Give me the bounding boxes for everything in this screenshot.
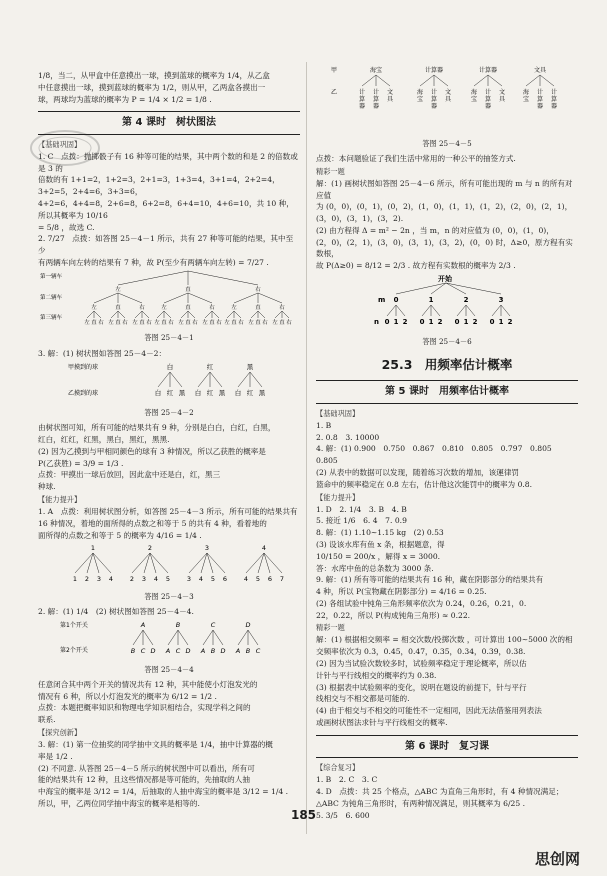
tree-branch [205,311,212,318]
column-divider [306,62,307,834]
tree2-row-label: 甲摸到的球 [68,364,99,372]
tree4-row-label: 第1个开关 [60,621,88,629]
tree-node-label: 器 [358,103,366,110]
tree-node-label: 计 [430,89,438,96]
tree-node-label: 1 [428,317,434,326]
tree-node-label: 2 [472,317,478,326]
tree-branch [446,283,466,294]
tree-node-label: 文 [444,89,452,96]
tree-node-label: C [140,646,146,655]
tree-node-label: 右 [209,304,215,311]
tree-node-label: 宝 [522,96,530,103]
tree-branch [457,305,466,316]
tree-diagram-4 [38,618,300,658]
tree-branch [248,630,258,645]
wonder-answer-2: 解：(1) 根据相交频率 = 相交次数/投掷次数 ，可计算出 100∼5000 次的相 交频率依次为 0.3，0.45，0.47，0.35，0.34，0.39，0.38. (2) 因为当试验次数较多时，试验频率稳定于理论概率，所以估 计针与平行线相交的概率约为 0.38. (3) 根据表中试验频率的变化，说明在题设的前提下，针与平行 线相交与不相交都是可能的. (4) 由于相交与不相交的可能性不一定相同，因此无法借鉴用列表法 或画树状图法求针与平行线相交的概率. [316,635,573,727]
tree-node-label: 器 [550,103,558,110]
tree-node-label: 文 [498,89,506,96]
section-title: 25.3 用频率估计概率 [381,356,513,372]
tree-node-label: 0 [489,317,495,326]
tree-diagram-6 [316,272,578,330]
tree-diagram-2 [38,359,300,401]
tree-node-label: 右 [255,286,261,293]
tree6-root: 开始 [438,274,452,283]
tree-node-label: 器 [430,103,438,110]
tree-node-label: 直 [255,304,261,311]
tree-branch [132,553,150,573]
tree-node-label: 1 [90,544,96,553]
tree-branch [376,75,390,86]
tree-node-label: 0 [384,317,390,326]
tree-node-label: 具 [444,96,452,103]
tree-branch [234,293,258,303]
tree-node-label: 1 [498,317,504,326]
tree-node-label: 计 [358,89,366,96]
tree-node-label: 算 [372,96,380,103]
tree-node-label: 1 [72,575,78,584]
tag-review: 【综合复习】 [316,763,360,773]
tree-node-label: 算 [358,96,366,103]
answer-ability-1: 1. A 点拨：利用树状图分析，如答图 25－4－3 所示，所有可能的结果共有 16 种情况，着地的面所得的点数之和等于 5 的共有 4 种，看着地的 面所得的点数之和等于 5 的概率为 4/16 = 1/4 . [38,506,298,540]
tree-branch [492,305,501,316]
tree-node-label: 左 [224,319,230,326]
tree-node-label: 甲 [330,67,338,74]
r-answer: 2. 0.8 3. 10000 [316,432,380,442]
tree-node-label: 左 [132,319,138,326]
tree-node-label: 5 [255,575,261,584]
tree-node-label: 右 [139,304,145,311]
tag-wonder-r: 精彩一题 [316,623,345,633]
tree-node-label: 4 [153,575,159,584]
tree-node-label: D [245,620,251,629]
tree-node-label: 红 [246,389,254,398]
tree-branch [188,293,212,303]
tree-node-label: 计 [550,89,558,96]
tree-node-label: 4 [108,575,114,584]
tree-branch [87,311,94,318]
tree-branch [213,630,223,645]
tree-node-label: 左 [91,304,97,311]
tree-node-label: 右 [98,319,104,326]
tree-branch [142,311,149,318]
tree-branch [198,372,210,387]
hint-5: 点拨：本问题验证了我们生活中常用的一种公平的抽签方式. [316,153,516,163]
tree-node-label: 4 [243,575,249,584]
tree-branch [488,75,502,86]
tree-node-label: 直 [139,319,145,326]
tree-branch [207,553,225,573]
tree6-m-label: m [378,295,386,304]
tree-node-label: C [210,620,216,629]
tree-node-label: 直 [91,319,97,326]
tree-node-label: 黑 [218,389,226,398]
tree-node-label: 器 [536,103,544,110]
tree-node-label: D [220,646,226,655]
tree-node-label: 4 [198,575,204,584]
tree-node-label: 右 [216,319,222,326]
tree-diagram-3 [38,541,300,585]
answer-1: 1. C 点拨：抛掷骰子有 16 种等可能的结果，其中两个数的和是 2 的倍数或是 3 的 倍数的有 1+1=2，1+2=3，2+1=3，1+3=4，3+1=4，2+2=4，3+2=5，2+4=6，3+3=6， 4+2=6，4+4=8，2+6=8，6+2=8，6+4=10，4+6=10，共 10 种，所以其概率为 10/16 = 5/8 ，故选 C. [38,151,298,232]
tag-basic: 【基础巩固】 [38,139,82,149]
tree-node-label: 右 [168,319,174,326]
tree-node-label: 计算器 [478,67,498,74]
tree-node-label: 1 [428,295,434,304]
tree-branch [133,630,143,645]
tree-node-label: 右 [238,319,244,326]
lesson-5-title: 第 5 课时 用频率估计概率 [316,380,578,404]
caption-4: 答图 25－4－4 [144,664,194,674]
tree-node-label: 直 [115,304,121,311]
tree1-row-label: 第一辆车 [40,273,63,280]
caption-5: 答图 25－4－5 [422,138,472,148]
lesson-6-title: 第 6 课时 复习课 [316,735,578,759]
answer-ability-2-explanation: 任意闭合其中两个开关的情况共有 12 种，其中能使小灯泡发光的 情况有 6 种，所以小灯泡发光的概率为 6/12 = 1/2 . 点拨：本题把概率知识和物理电学知识相结合，实现学科之间的 联系. [38,679,258,725]
tree-node-label: A [200,646,206,655]
tree-node-label: 2 [147,544,153,553]
tree-branch [250,372,262,387]
tag-wonder: 精彩一题 [316,166,345,176]
tree-branch [258,293,282,303]
tree1-row-label: 第二辆车 [40,294,63,301]
tree-node-label: 直 [231,319,237,326]
tree-branch [258,311,265,318]
tree-node-label: 左 [248,319,254,326]
tree-branch [282,311,289,318]
tag-expand: 【探究创新】 [38,727,82,737]
tree-node-label: 黑 [258,389,266,398]
tree-node-label: C [255,646,261,655]
tree-node-label: 左 [154,319,160,326]
tree-node-label: 2 [84,575,90,584]
tree-node-label: 直 [115,319,121,326]
tree6-n-label: n [374,317,379,326]
answer-3-explanation: 由树状图可知，所有可能的结果共有 9 种，分别是白白，白红，白黑， 红白，红红，红黑，黑白，黑红，黑黑. (2) 因为乙摸到与甲相同颜色的球有 3 种情况，所以乙获胜的概率是 P(乙获胜) = 3/9 = 1/3 . 点拨：甲摸出一球后放回，因此盒中还是白，红，黑三 种球. [38,423,276,492]
site-watermark: 思创网 [535,850,581,868]
tree-node-label: 2 [437,317,443,326]
tree-node-label: 计 [372,89,380,96]
tree-branch [264,553,282,573]
tree-node-label: 黑 [178,389,186,398]
tree-node-label: B [175,620,181,629]
answer-2: 2. 7/27 点拨：如答图 25－4－1 所示，共有 27 种等可能的结果，其中至少 有两辆车向左转的结果有 7 种，故 P(至少有两辆车向左转) = 7/27 . [38,234,294,267]
r-answer: 5. 3/5 6. 600 [316,810,370,820]
tree-node-label: 1 [393,317,399,326]
tree-node-label: 右 [192,319,198,326]
tree-node-label: 计 [484,89,492,96]
r-answer-8: 8. 解：(1) 1.10∼1.15 kg (2) 0.53 (3) 设该水库有鱼 x 条，根据题意，得 10/150 = 200/x ，解得 x = 3000. 答：水库中鱼的总条数为 3000 条. [316,528,445,573]
tree-node-label: 算 [550,96,558,103]
tree-branch [188,271,258,285]
right-column [316,62,578,821]
r-answer: 1. D 2. 1/4 3. B 4. B [316,504,407,514]
answer-expand-3: 3. 解：(1) 第一位抽奖的同学抽中文具的概率是 1/4，抽中计算器的概 率是 1/2 . (2) 不同意. 从答图 25－4－5 所示的树状图中可以看出，所有可 能的结果共有 12 种，且这些情况都是等可能的，先抽取的人抽 中海宝的概率是 3/12 = 1/4，后抽取的人抽中海宝的概率是 3/12 = 1/4 . 所以，甲，乙两位同学抽中海宝的概率是相等的. [38,740,289,808]
tree-branch [150,553,168,573]
tree-node-label: 直 [185,304,191,311]
tree-branch [168,630,178,645]
caption-6: 答图 25－4－6 [422,336,472,346]
tree-node-label: 2 [129,575,135,584]
tree-node-label: D [185,646,191,655]
tree-node-label: 2 [463,295,469,304]
tree-node-label: 右 [122,319,128,326]
tree-node-label: 2 [402,317,408,326]
tree-node-label: 器 [372,103,380,110]
tree-node-label: 左 [202,319,208,326]
tree-node-label: 0 [419,317,425,326]
tree2-row-label: 乙摸到的球 [68,390,99,398]
tree-node-label: 右 [279,304,285,311]
tree-node-label: 直 [209,319,215,326]
tree-node-label: B [130,646,136,655]
tree-branch [431,305,440,316]
tree-node-label: 海 [522,89,530,96]
tree-branch [434,75,448,86]
tree-branch [189,553,207,573]
tree-node-label: D [150,646,156,655]
tree-node-label: 红 [206,389,214,398]
lesson-4-title: 第 4 课时 树状图法 [38,111,300,135]
tree-node-label: 红 [166,389,174,398]
r-answer-9: 9. 解：(1) 所有等可能的结果共有 16 种，藏在阴影部分的结果共有 4 种，所以 P(宝物藏在阴影部分) = 4/16 = 0.25. (2) 各组试验中钝角三角形频率依次为 0.24，0.26，0.21，0. 22，0.22，所以 P(构成钝角三角形) ≈ 0.22. [316,575,544,620]
tree-node-label: 1 [463,317,469,326]
tree-branch [238,630,248,645]
tree-node-label: 乙 [330,89,338,96]
tree-branch [170,372,182,387]
tree-node-label: 左 [272,319,278,326]
caption-1: 答图 25－4－1 [144,333,194,343]
tree-node-label: 0 [393,295,399,304]
tree-branch [446,283,501,294]
tree-branch [474,75,488,86]
tree-node-label: 右 [146,319,152,326]
tree-branch [75,553,93,573]
tree-node-label: 宝 [416,96,424,103]
tree-branch [158,372,170,387]
tree-node-label: 算 [430,96,438,103]
left-column [38,70,300,810]
tree-node-label: 左 [161,304,167,311]
tree-node-label: 白 [166,363,174,372]
tree-branch [422,305,431,316]
tree-branch [93,553,111,573]
r-answer: 1. B 2. C 3. C [316,775,378,785]
tree-branch [118,311,125,318]
tree-branch [251,311,258,318]
tree-node-label: 具 [498,96,506,103]
caption-2: 答图 25－4－2 [144,408,194,418]
tree-branch [143,630,153,645]
tree-branch [94,293,118,303]
tree-node-label: A [140,620,146,629]
tree-node-label: 海宝 [369,67,383,74]
tree-node-label: A [235,646,241,655]
tree-branch [420,75,434,86]
tree-branch [210,372,222,387]
tree-node-label: 3 [96,575,102,584]
tree-branch [540,75,554,86]
answer-ability-2: 2. 解：(1) 1/4 (2) 树状图如答图 25－4－4. [38,607,194,617]
tree-node-label: 算 [536,96,544,103]
tree-node-label: 直 [161,319,167,326]
tree-node-label: 白 [154,389,162,398]
tree-branch [157,311,164,318]
tree-diagram-1 [38,269,300,327]
r-answer: 1. B [316,420,332,430]
tree-node-label: 红 [206,363,214,372]
r-answer-4: 4. 解：(1) 0.900 0.750 0.867 0.810 0.805 0.797 0.805 0.805 (2) 从表中的数据可以发现，随着练习次数的增加，该運律罚 篮命中的频率稳定在 0.8 左右，估计他这次能罚中的概率为 0.8. [316,444,560,489]
tree-diagram-5 [316,62,578,132]
tree-node-label: 宝 [470,96,478,103]
caption-3: 答图 25－4－3 [144,592,194,602]
tree-branch [94,311,101,318]
tree-node-label: 3 [141,575,147,584]
tree-node-label: 2 [507,317,513,326]
tree-node-label: 右 [262,319,268,326]
r-answer: 5. 接近 1/6 6. 4 7. 0.9 [316,516,407,526]
tree-node-label: 6 [222,575,228,584]
tree-node-label: 6 [267,575,273,584]
tree-branch [362,75,376,86]
tree-branch [188,311,195,318]
tree-branch [178,630,188,645]
tree-node-label: 器 [484,103,492,110]
tree-branch [227,311,234,318]
tree-node-label: 黑 [246,363,254,372]
tree-node-label: C [175,646,181,655]
tree-node-label: 4 [261,544,267,553]
tree4-row-label: 第2个开关 [60,646,88,654]
tree-node-label: 3 [204,544,210,553]
tree-node-label: A [165,646,171,655]
tree-branch [164,293,188,303]
tag-ability: 【能力提升】 [38,494,82,504]
tree-branch [396,305,405,316]
tree-node-label: 直 [185,319,191,326]
tree-node-label: 海 [416,89,424,96]
tree-node-label: 7 [279,575,285,584]
tree-branch [234,311,241,318]
tree-branch [238,372,250,387]
tree-branch [387,305,396,316]
tree-node-label: 白 [234,389,242,398]
tree-node-label: 海 [470,89,478,96]
tree-node-label: 直 [255,319,261,326]
tree-node-label: 0 [454,317,460,326]
tree-node-label: 右 [286,319,292,326]
tree-node-label: B [210,646,216,655]
tree-branch [246,553,264,573]
tree-branch [118,271,188,285]
tree-node-label: 白 [194,389,202,398]
tree-node-label: 左 [108,319,114,326]
tree-branch [526,75,540,86]
tree-branch [111,311,118,318]
tree-node-label: 具 [386,96,394,103]
tree-branch [212,311,219,318]
intro-paragraph: 1/8，当二，从甲盒中任意摸出一球，摸到蓝球的概率为 1/4，从乙盒 中任意摸出一球，摸到蓝球的概率为 1/2，则从甲，乙两盒各摸出一 球，两球均为蓝球的概率为 P = 1/4 × 1/2 = 1/8 . [38,71,270,104]
tree-node-label: 计 [536,89,544,96]
answer-3: 3. 解：(1) 树状图如答图 25－4－2： [38,348,167,358]
tree-branch [466,305,475,316]
tree-branch [135,311,142,318]
tree-branch [501,305,510,316]
tree-node-label: 左 [115,286,121,293]
tree-node-label: 直 [185,286,191,293]
tree-node-label: 3 [498,295,504,304]
tree-node-label: 直 [279,319,285,326]
tree1-row-label: 第三辆车 [40,314,63,321]
wonder-answer-1: 解：(1) 画树状图如答图 25－4－6 所示，所有可能出现的 m 与 n 的所有对应值 为 (0，0)，(0，1)，(0，2)，(1，0)，(1，1)，(1，2)，(2，0)，(2，1)， (3，0)，(3，1)，(3，2). (2) 由方程得 Δ = m² − 2n ，当 m，n 的对应值为 (0，0)，(1，0)， (2，0)，(2，1)，(3，0)，(3，1)，(3，2)，(0，0) 时，Δ≥0，原方程有实数根， 故 P(Δ≥0) = 8/12 = 2/3 . 故方程有实数根的概率为 2/3 . [316,178,573,271]
tree-node-label: 3 [186,575,192,584]
tree-node-label: 5 [165,575,171,584]
tree-node-label: 左 [231,304,237,311]
tag-ability-r: 【能力提升】 [316,492,360,502]
tree-branch [118,293,142,303]
tree-branch [181,311,188,318]
tree-node-label: 算 [484,96,492,103]
r-answer-review-4: 4. D 点拨：共 25 个格点，△ABC 为直角三角形时，有 4 种情况满足； △ABC 为钝角三角形时，有两种情况满足，则其概率为 6/25 . [316,787,564,808]
tag-basic-r: 【基础巩固】 [316,408,360,418]
tree-branch [164,311,171,318]
tree-branch [275,311,282,318]
tree-node-label: 文具 [533,67,547,74]
tree-node-label: 5 [210,575,216,584]
tree-node-label: 计算器 [424,67,444,74]
tree-node-label: 左 [84,319,90,326]
tree-node-label: 左 [178,319,184,326]
tree-node-label: B [245,646,251,655]
tree-branch [203,630,213,645]
page-number: 185 [290,808,317,822]
tree-node-label: 文 [386,89,394,96]
